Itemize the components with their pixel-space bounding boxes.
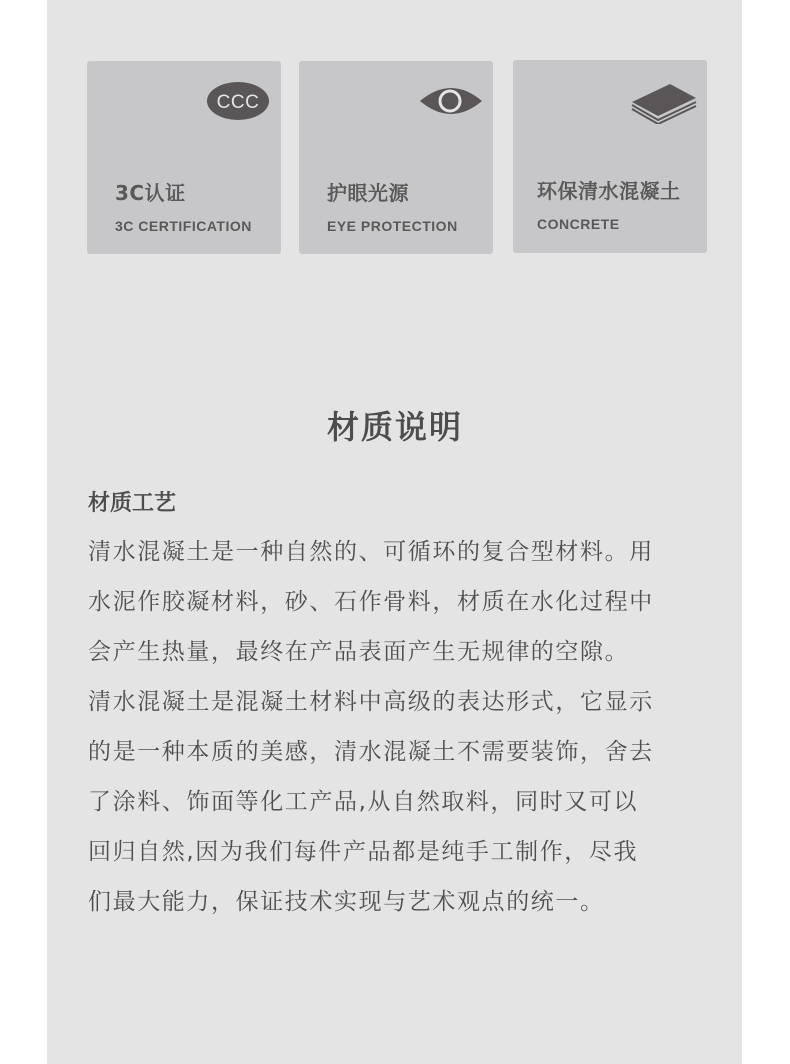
description-line: 清水混凝土是混凝土材料中高级的表达形式，它显示	[88, 689, 654, 715]
eye-icon	[418, 81, 484, 121]
description-line: 水泥作胶凝材料，砂、石作骨料，材质在水化过程中	[88, 589, 654, 615]
feature-card-eye	[299, 61, 493, 254]
feature-title: 3C认证	[115, 181, 186, 205]
feature-subtitle: 3C CERTIFICATION	[115, 218, 252, 234]
description-line: 清水混凝土是一种自然的、可循环的复合型材料。用	[88, 539, 654, 565]
description-line: 们最大能力，保证技术实现与艺术观点的统一。	[88, 889, 605, 915]
material-subheading: 材质工艺	[88, 491, 177, 516]
ccc-badge-icon	[206, 81, 270, 121]
feature-title: 护眼光源	[327, 181, 409, 205]
feature-card-concrete	[513, 60, 707, 253]
material-section-title: 材质说明	[326, 408, 463, 446]
feature-title: 环保清水混凝土	[537, 179, 681, 203]
description-line: 会产生热量，最终在产品表面产生无规律的空隙。	[88, 639, 630, 665]
description-line: 了涂料、饰面等化工产品,从自然取料，同时又可以	[88, 789, 639, 815]
feature-card-3c	[87, 61, 281, 254]
material-description	[88, 527, 708, 927]
ccc-badge-label: CCC	[216, 92, 260, 113]
feature-subtitle: CONCRETE	[537, 216, 620, 232]
feature-subtitle: EYE PROTECTION	[327, 218, 458, 234]
description-line: 回归自然,因为我们每件产品都是纯手工制作，尽我	[88, 839, 639, 865]
concrete-slab-icon	[630, 80, 698, 124]
description-line: 的是一种本质的美感，清水混凝土不需要装饰，舍去	[88, 739, 654, 765]
